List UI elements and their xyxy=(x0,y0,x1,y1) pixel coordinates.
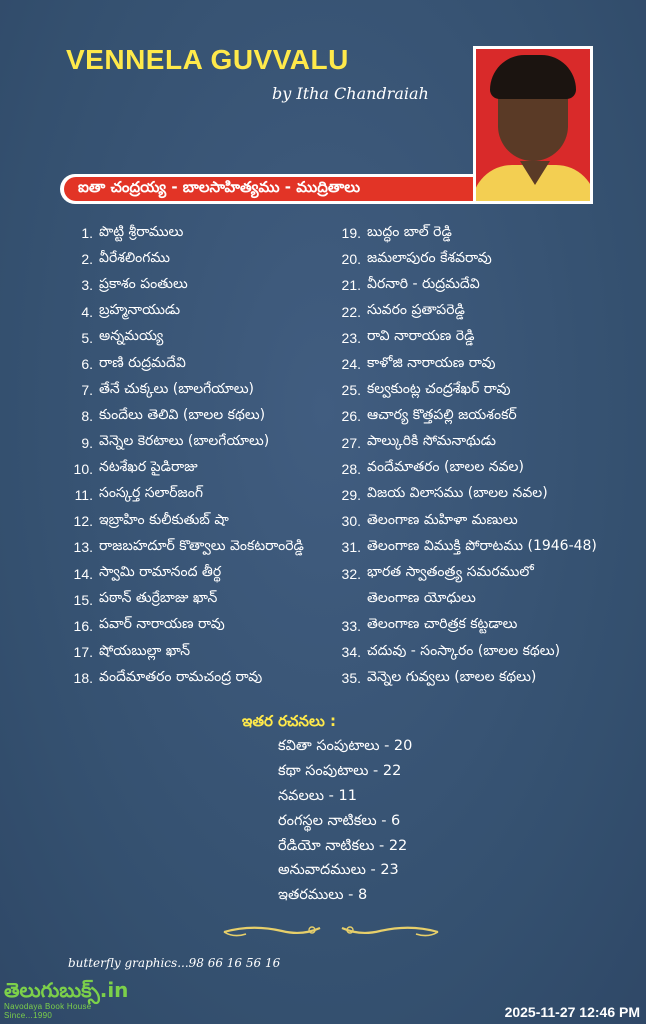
work-item xyxy=(330,272,630,298)
work-title: బ్రహ్మనాయుడు xyxy=(99,302,181,319)
other-work-item: రంగస్థల నాటికలు - 6 xyxy=(278,812,401,829)
left-ornament-icon xyxy=(222,920,322,942)
work-item xyxy=(330,351,630,377)
work-title: తెలంగాణ మహిళా మణులు xyxy=(367,511,518,528)
work-item xyxy=(62,508,332,534)
work-item xyxy=(62,272,332,298)
author-byline: by Itha Chandraiah xyxy=(272,84,429,103)
work-item xyxy=(330,482,630,508)
work-item xyxy=(330,246,630,272)
work-number: 8. xyxy=(81,408,93,425)
work-number: 21. xyxy=(341,277,361,294)
work-title: సంస్కర్త సలార్‌జంగ్ xyxy=(99,485,204,502)
work-item xyxy=(62,377,332,403)
work-number: 15. xyxy=(73,591,93,608)
work-title: కల్వకుంట్ల చంద్రశేఖర్ రావు xyxy=(367,380,511,397)
work-number: 1. xyxy=(81,225,93,242)
work-number: 11. xyxy=(74,486,93,503)
work-number: 32. xyxy=(341,565,361,582)
work-title: పాల్కురికి సోమనాథుడు xyxy=(367,433,496,450)
work-item xyxy=(62,482,332,508)
work-number: 3. xyxy=(81,277,93,294)
other-work-item: అనువాదములు - 23 xyxy=(278,862,399,879)
work-title: వీరనారి - రుద్రమదేవి xyxy=(367,275,480,292)
work-item xyxy=(62,456,332,482)
other-works-list xyxy=(278,736,412,910)
work-number: 6. xyxy=(81,356,93,373)
works-list-left xyxy=(62,220,332,691)
work-item xyxy=(330,456,630,482)
work-item xyxy=(62,587,332,613)
banner-text: ఐతా చంద్రయ్య - బాలసాహిత్యము - ముద్రితాలు xyxy=(64,177,473,201)
work-number: 12. xyxy=(73,513,93,530)
logo-subtext: Navodaya Book House Since...1990 xyxy=(4,1002,92,1020)
design-credit: butterfly graphics...98 66 16 56 16 xyxy=(68,956,281,970)
work-title: వందేమాతరం (బాలల నవల) xyxy=(367,459,524,476)
work-item xyxy=(330,508,630,534)
work-title: వీరేశలింగము xyxy=(99,249,171,266)
work-number: 33. xyxy=(341,617,361,634)
work-item xyxy=(330,639,630,665)
work-title: పొట్టి శ్రీరాములు xyxy=(99,223,184,240)
work-number: 34. xyxy=(341,644,361,661)
other-work-item: నవలలు - 11 xyxy=(278,787,357,804)
work-number: 4. xyxy=(81,303,93,320)
work-item xyxy=(62,665,332,691)
work-title: విజయ విలాసము (బాలల నవల) xyxy=(367,485,548,502)
work-item xyxy=(62,613,332,639)
right-ornament-icon xyxy=(340,920,440,942)
work-number: 9. xyxy=(81,434,93,451)
work-title: అన్నమయ్య xyxy=(99,328,164,345)
work-title: బుద్ధం బాల్ రెడ్డి xyxy=(367,223,452,240)
work-title: పఠాన్ తుర్రేబాజు ఖాన్ xyxy=(99,590,218,607)
published-works-banner xyxy=(60,174,473,204)
work-number: 14. xyxy=(73,565,93,582)
other-work-item: రేడియో నాటికలు - 22 xyxy=(278,837,408,854)
work-title: వందేమాతరం రామచంద్ర రావు xyxy=(99,668,263,685)
work-number: 2. xyxy=(81,251,93,268)
timestamp: 2025-11-27 12:46 PM xyxy=(504,1004,640,1020)
work-number: 24. xyxy=(341,356,361,373)
work-number: 19. xyxy=(341,225,361,242)
work-title: స్వామి రామానంద తీర్థ xyxy=(99,564,222,581)
work-item xyxy=(330,325,630,351)
work-number: 29. xyxy=(341,486,361,503)
work-item xyxy=(330,403,630,429)
work-number: 27. xyxy=(341,434,361,451)
work-title: కుందేలు తెలివి (బాలల కథలు) xyxy=(99,406,266,423)
work-title: తెలంగాణ విముక్తి పోరాటము (1946-48) xyxy=(367,537,597,554)
work-number: 23. xyxy=(341,329,361,346)
work-number: 22. xyxy=(341,303,361,320)
work-number: 10. xyxy=(73,460,93,477)
work-number: 20. xyxy=(341,251,361,268)
work-title: షోయబుల్లా ఖాన్ xyxy=(99,642,191,659)
work-title: ప్రకాశం పంతులు xyxy=(99,275,188,292)
work-number: 17. xyxy=(73,644,93,661)
work-title: రాజబహదూర్ కొత్వాలు వెంకటరాంరెడ్డి xyxy=(99,537,304,554)
work-title: రాణి రుద్రమదేవి xyxy=(99,354,186,371)
work-item xyxy=(330,587,630,613)
work-item xyxy=(62,351,332,377)
work-title: రావి నారాయణ రెడ్డి xyxy=(367,328,475,345)
other-works-heading: ఇతర రచనలు : xyxy=(242,712,336,730)
work-item xyxy=(62,560,332,586)
work-title: జమలాపురం కేశవరావు xyxy=(367,249,492,266)
work-title: కాళోజి నారాయణ రావు xyxy=(367,354,496,371)
work-number: 25. xyxy=(341,382,361,399)
work-item xyxy=(62,534,332,560)
work-number: 28. xyxy=(341,460,361,477)
work-title: చదువు - సంస్కారం (బాలల కథలు) xyxy=(367,642,561,659)
work-number: 30. xyxy=(341,513,361,530)
work-item xyxy=(62,299,332,325)
work-item xyxy=(330,534,630,560)
work-item xyxy=(330,430,630,456)
other-work-item: కవితా సంపుటాలు - 20 xyxy=(278,738,413,755)
work-title: తెలంగాణ చారిత్రక కట్టడాలు xyxy=(367,616,518,633)
work-item xyxy=(330,220,630,246)
work-title: తెలంగాణ యోధులు xyxy=(367,590,476,607)
logo-text: తెలుగుబుక్స్.in xyxy=(4,978,129,1002)
work-number: 26. xyxy=(341,408,361,425)
works-list-right xyxy=(330,220,630,691)
work-item xyxy=(62,639,332,665)
other-work-item: ఇతరములు - 8 xyxy=(278,887,368,904)
work-title: తేనే చుక్కలు (బాలగేయాలు) xyxy=(99,380,255,397)
author-photo xyxy=(473,46,593,204)
work-number: 18. xyxy=(73,670,93,687)
work-number: 31. xyxy=(341,539,361,556)
work-title: వెన్నెల కెరటాలు (బాలగేయాలు) xyxy=(99,433,270,450)
other-work-item: కథా సంపుటాలు - 22 xyxy=(278,763,402,780)
work-item xyxy=(62,325,332,351)
work-number: 5. xyxy=(81,329,93,346)
work-item xyxy=(330,560,630,586)
work-item xyxy=(330,377,630,403)
work-number: 13. xyxy=(73,539,93,556)
work-title: వెన్నెల గువ్వలు (బాలల కథలు) xyxy=(367,668,537,685)
work-title: ఇబ్రాహిం కులీకుతుబ్ షా xyxy=(99,511,229,528)
work-item xyxy=(330,665,630,691)
book-title: VENNELA GUVVALU xyxy=(66,44,349,75)
work-item xyxy=(330,613,630,639)
work-title: సువరం ప్రతాపరెడ్డి xyxy=(367,302,465,319)
work-item xyxy=(62,403,332,429)
work-item xyxy=(62,246,332,272)
work-title: నటశేఖర పైడిరాజు xyxy=(99,459,198,476)
work-title: భారత స్వాతంత్ర్య సమరములో xyxy=(367,564,534,581)
work-number: 35. xyxy=(341,670,361,687)
work-title: ఆచార్య కొత్తపల్లి జయశంకర్ xyxy=(367,406,517,423)
work-item xyxy=(330,299,630,325)
work-item xyxy=(62,220,332,246)
work-number: 16. xyxy=(73,617,93,634)
work-title: పవార్ నారాయణ రావు xyxy=(99,616,225,633)
publisher-logo xyxy=(4,978,129,1020)
work-number: 7. xyxy=(81,382,93,399)
work-item xyxy=(62,430,332,456)
